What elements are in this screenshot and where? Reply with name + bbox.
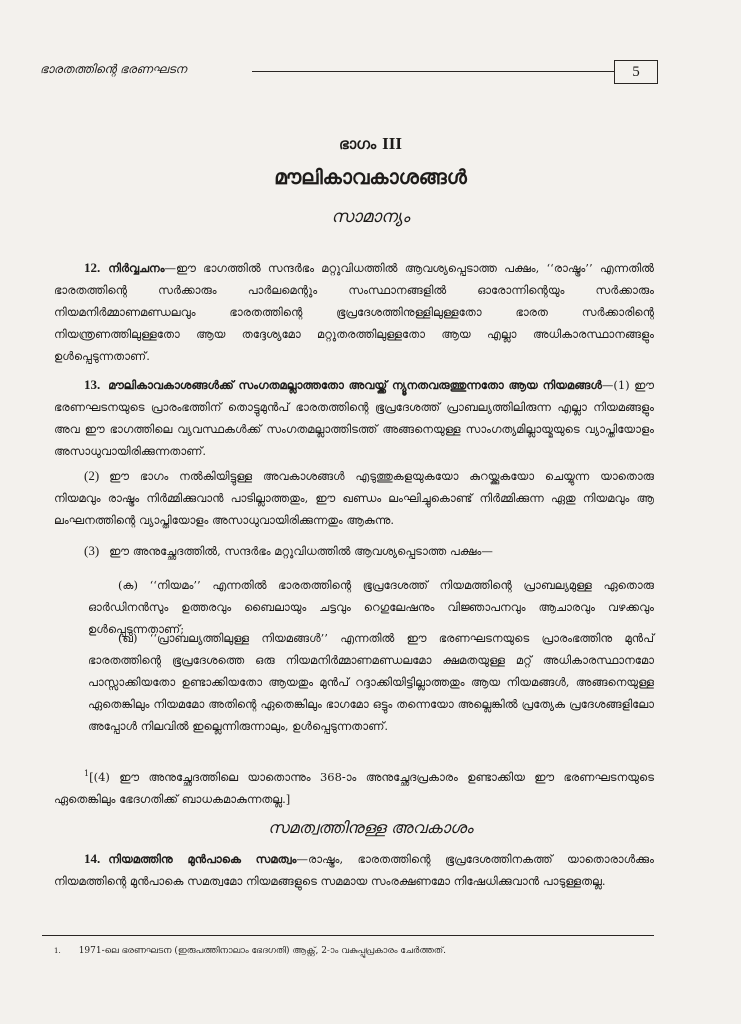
article-13-clause-3a: (ക) ‘‘നിയമം’’ എന്നതിൽ ഭാരതത്തിന്റെ ഭൂപ്രദേശത്ത് നിയമത്തിന്റെ പ്രാബല്യമുള്ള ഏതൊരു ഓർഡിനൻസും ഉത്തരവും ബൈലായും ചട്ടവും റെഗുലേഷനും വിജ്ഞാപനവും ആചാരവും വഴക്കവും ഉൾപ്പെടുന്നതാണ്; <box>88 578 654 636</box>
running-header <box>40 58 658 86</box>
article-13-clause-3-text: ഈ അനുച്ഛേദത്തിൽ, സന്ദർഭം മറ്റുവിധത്തിൽ ആവശ്യപ്പെടാത്ത പക്ഷം— <box>109 544 493 558</box>
article-13-clause-3 <box>54 540 654 562</box>
article-13-clause-1-text: ഈ ഭരണഘടനയുടെ പ്രാരംഭത്തിന് തൊട്ടുമുൻപ് ഭാരതത്തിന്റെ ഭൂപ്രദേശത്ത് പ്രാബല്യത്തിലിരുന്ന എല്ലാ നിയമങ്ങളും അവ ഈ ഭാഗത്തിലെ വ്യവസ്ഥകൾക്ക് സംഗതമല്ലാത്തിടത്ത് അങ്ങനെയുള്ള സാംഗത്യമില്ലായ്മയുടെ വ്യാപ്തിയോളം അസാധുവായിരിക്കുന്നതാണ്. <box>54 378 654 458</box>
article-13-clause-3-number: (3) <box>84 543 100 558</box>
article-12-number: 12. <box>84 260 101 275</box>
part-label <box>0 134 741 154</box>
article-14 <box>54 848 654 892</box>
article-13-clause-4 <box>54 763 654 810</box>
article-12-heading: നിർവ്വചനം <box>108 261 165 275</box>
footnote <box>54 944 654 958</box>
article-13-clause-2-text: ഈ ഭാഗം നൽകിയിട്ടുള്ള അവകാശങ്ങൾ എടുത്തുകളയുകയോ കുറയ്ക്കുകയോ ചെയ്യുന്ന യാതൊരു നിയമവും രാഷ്ട്രം നിർമ്മിക്കുവാൻ പാടില്ലാത്തതും, ഈ ഖണ്ഡം ലംഘിച്ചുകൊണ്ട് നിർമ്മിക്കുന്ന ഏതു നിയമവും ആ ലംഘനത്തിന്റെ വ്യാപ്തിയോളം അസാധുവായിരിക്കുന്നതും ആകുന്നു. <box>54 469 654 527</box>
article-13-clause-1-number: —(1) <box>601 378 630 392</box>
running-title: ഭാരതത്തിന്റെ ഭരണഘടന <box>40 62 187 76</box>
article-13-clause-1 <box>54 374 654 462</box>
article-12-text: —ഈ ഭാഗത്തിൽ സന്ദർഭം മറ്റുവിധത്തിൽ ആവശ്യപ്പെടാത്ത പക്ഷം, ‘‘രാഷ്ട്രം’’ എന്നതിൽ ഭാരതത്തിന്റെ സർക്കാരും പാർലമെന്റും സംസ്ഥാനങ്ങളിൽ ഓരോന്നിന്റെയും സർക്കാരും നിയമനിർമ്മാണമണ്ഡലവും ഭാരതത്തിന്റെ ഭൂപ്രദേശത്തിനുള്ളിലുള്ളതോ ഭാരത സർക്കാരിന്റെ നിയന്ത്രണത്തിലുള്ളതോ ആയ തദ്ദേശ്യമോ മറ്റുതരത്തിലുള്ളതോ ആയ എല്ലാ അധികാരസ്ഥാനങ്ങളും ഉൾപ്പെടുന്നതാണ്. <box>54 261 654 363</box>
article-13-heading: മൗലികാവകാശങ്ങൾക്ക് സംഗതമല്ലാത്തതോ അവയ്ക്ക് ന്യൂനതവരുത്തുന്നതോ ആയ നിയമങ്ങൾ <box>108 378 602 392</box>
section-title: സാമാന്യം <box>331 207 410 227</box>
page-number: 5 <box>614 60 658 84</box>
article-14-heading: നിയമത്തിനു മുൻപാകെ സമത്വം <box>108 852 297 866</box>
article-13-clause-2-number: (2) <box>84 468 100 483</box>
article-13-clause-4-text: [(4) ഈ അനുച്ഛേദത്തിലെ യാതൊന്നും 368-ാം അനുച്ഛേദപ്രകാരം ഉണ്ടാക്കിയ ഈ ഭരണഘടനയുടെ ഏതെങ്കിലും ഭേദഗതിക്ക് ബാധകമാകുന്നതല്ല.] <box>54 769 654 806</box>
footnote-text: 1971-ലെ ഭരണഘടന (ഇരുപത്തിനാലാം ഭേദഗതി) ആക്റ്റ്, 2-ാം വകുപ്പുപ്രകാരം ചേർത്തത്. <box>78 946 447 956</box>
part-roman-numeral: III <box>382 134 403 153</box>
footnote-marker: 1. <box>54 947 61 955</box>
header-rule <box>252 71 614 72</box>
article-12 <box>54 257 654 367</box>
article-13-clause-2 <box>54 465 654 531</box>
article-14-text: —രാഷ്ട്രം, ഭാരതത്തിന്റെ ഭൂപ്രദേശത്തിനകത്ത് യാതൊരാൾക്കും നിയമത്തിന്റെ മുൻപാകെ സമത്വമോ നിയമങ്ങളുടെ സമമായ സംരക്ഷണമോ നിഷേധിക്കുവാൻ പാടുള്ളതല്ല. <box>54 852 654 888</box>
footnote-reference: 1 <box>84 769 90 778</box>
chapter-title: മൗലികാവകാശങ്ങൾ <box>274 165 467 189</box>
article-13-number: 13. <box>84 377 101 392</box>
footnote-rule <box>42 935 654 936</box>
part-word: ഭാഗം <box>338 135 377 153</box>
article-14-number: 14. <box>84 851 101 866</box>
article-13-clause-3b: (ഖ) ‘‘പ്രാബല്യത്തിലുള്ള നിയമങ്ങൾ’’ എന്നതിൽ ഈ ഭരണഘടനയുടെ പ്രാരംഭത്തിനു മുൻപ് ഭാരതത്തിന്റെ ഭൂപ്രദേശത്തെ ഒരു നിയമനിർമ്മാണമണ്ഡലമോ ക്ഷമതയുള്ള മറ്റ് അധികാരസ്ഥാനമോ പാസ്സാക്കിയതോ ഉണ്ടാക്കിയതോ ആയതും മുൻപ് റദ്ദാക്കിയിട്ടില്ലാത്തതും ആയ നിയമങ്ങൾ, അങ്ങനെയുള്ള ഏതെങ്കിലും നിയമമോ അതിന്റെ ഏതെങ്കിലും ഭാഗമോ ഒട്ടും തന്നെയോ അല്ലെങ്കിൽ പ്രത്യേക പ്രദേശങ്ങളിലോ അപ്പോൾ നിലവിൽ ഇല്ലെന്നിരുന്നാലും, ഉൾപ്പെടുന്നതാണ്. <box>88 631 654 733</box>
subheading-right-to-equality: സമത്വത്തിനുള്ള അവകാശം <box>268 818 473 837</box>
